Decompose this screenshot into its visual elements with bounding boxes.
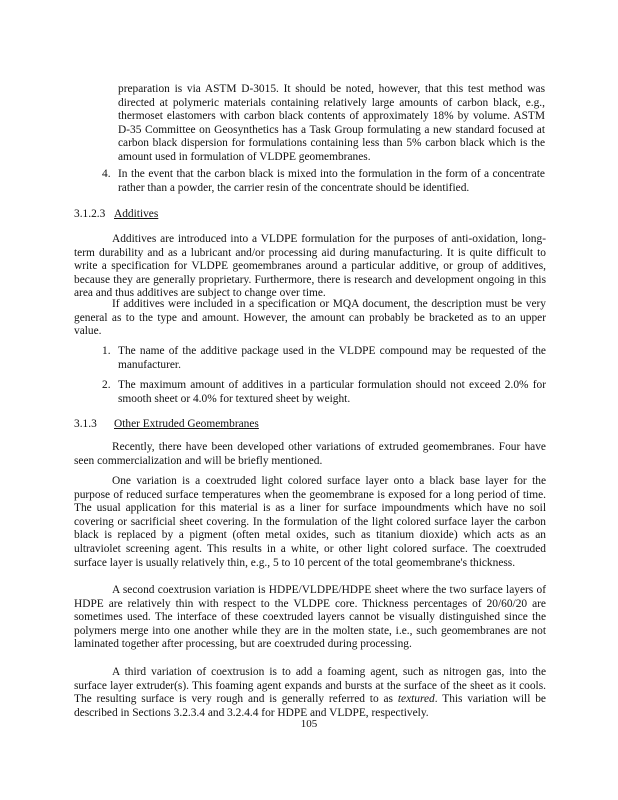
section-number: 3.1.2.3 xyxy=(74,208,106,220)
section-heading-other-extruded xyxy=(74,418,259,432)
list-item-1 xyxy=(102,345,546,372)
paragraph-foaming-agent xyxy=(74,666,546,720)
paragraph-additives-spec: If additives were included in a specification or MQA document, the description must be very general as to the type and amount. However, the amount can probably be bracketed as to an upper value. xyxy=(74,298,546,338)
section-number: 3.1.3 xyxy=(74,418,97,430)
section-heading-additives xyxy=(74,208,158,222)
section-title: Other Extruded Geomembranes xyxy=(114,418,259,430)
list-item-number: 2. xyxy=(102,379,111,391)
italic-term: textured xyxy=(397,693,435,706)
paragraph-additives-intro: Additives are introduced into a VLDPE formulation for the purposes of anti-oxidation, long-term durability and as a lubricant and/or processing aid during manufacturing. It is quite difficult to write a specification for VLDPE geomembranes around a particular additive, or group of additives, because they are generally proprietary. Furthermore, there is research and development ongoing in this area and thus additives are subject to change over time. xyxy=(74,233,546,300)
paragraph-text: . This variation will be described in Sections 3.2.3.4 and 3.2.4.4 for HDPE and VLDPE, respectively. xyxy=(74,693,546,719)
paragraph-coextruded-light-surface: One variation is a coextruded light colored surface layer onto a black base layer for the purpose of reduced surface temperatures when the geomembrane is exposed for a long period of time. The usual application for this material is as a liner for surface impoundments which have no soil covering or sacrificial sheet covering. In the formulation of the light colored surface layer the carbon black is replaced by a pigment (often metal oxides, such as titanium dioxide) which acts as an ultraviolet screening agent. This results in a white, or other light colored surface. The coextruded surface layer is usually relatively thin, e.g., 5 to 10 percent of the total geomembrane's thickness. xyxy=(74,475,546,569)
list-item-text: The maximum amount of additives in a particular formulation should not exceed 2.0% for smooth sheet or 4.0% for textured sheet by weight. xyxy=(118,379,546,405)
list-item-number: 4. xyxy=(102,168,111,180)
list-item-4 xyxy=(102,168,545,195)
list-item-2 xyxy=(102,379,546,406)
list-item-number: 1. xyxy=(102,345,111,357)
paragraph-text: A third variation of coextrusion is to add a foaming agent, such as nitrogen gas, into the surface layer extruder(s). This foaming agent expands and bursts at the surface of the sheet as it cools. The resulting surface is very rough and is generally referred to as xyxy=(74,666,546,706)
list-item-text: The name of the additive package used in the VLDPE compound may be requested of the manufacturer. xyxy=(118,345,546,371)
page-number: 105 xyxy=(300,718,318,730)
section-title: Additives xyxy=(114,208,159,220)
paragraph-astm-carbon-black: preparation is via ASTM D-3015. It should be noted, however, that this test method was directed at polymeric materials containing relatively large amounts of carbon black, e.g., thermoset elastomers with carbon black contents of approximately 18% by volume. ASTM D-35 Committee on Geosynthetics has a Task Group formulating a new standard focused at carbon black dispersion for formulations containing less than 5% carbon black which is the amount used in formulation of VLDPE geomembranes. xyxy=(118,83,545,163)
paragraph-other-intro: Recently, there have been developed other variations of extruded geomembranes. Four have seen commercialization and will be briefly mentioned. xyxy=(74,441,546,467)
list-item-text: In the event that the carbon black is mixed into the formulation in the form of a concentrate rather than a powder, the carrier resin of the concentrate should be identified. xyxy=(118,168,545,194)
paragraph-hdpe-vldpe-hdpe: A second coextrusion variation is HDPE/VLDPE/HDPE sheet where the two surface layers of HDPE are relatively thin with respect to the VLDPE core. Thickness percentages of 20/60/20 are sometimes used. The interface of these coextruded layers cannot be visually distinguished since the polymers merge into one another while they are in the molten state, i.e., such geomembranes are not laminated together after processing, but are coextruded during processing. xyxy=(74,584,546,651)
